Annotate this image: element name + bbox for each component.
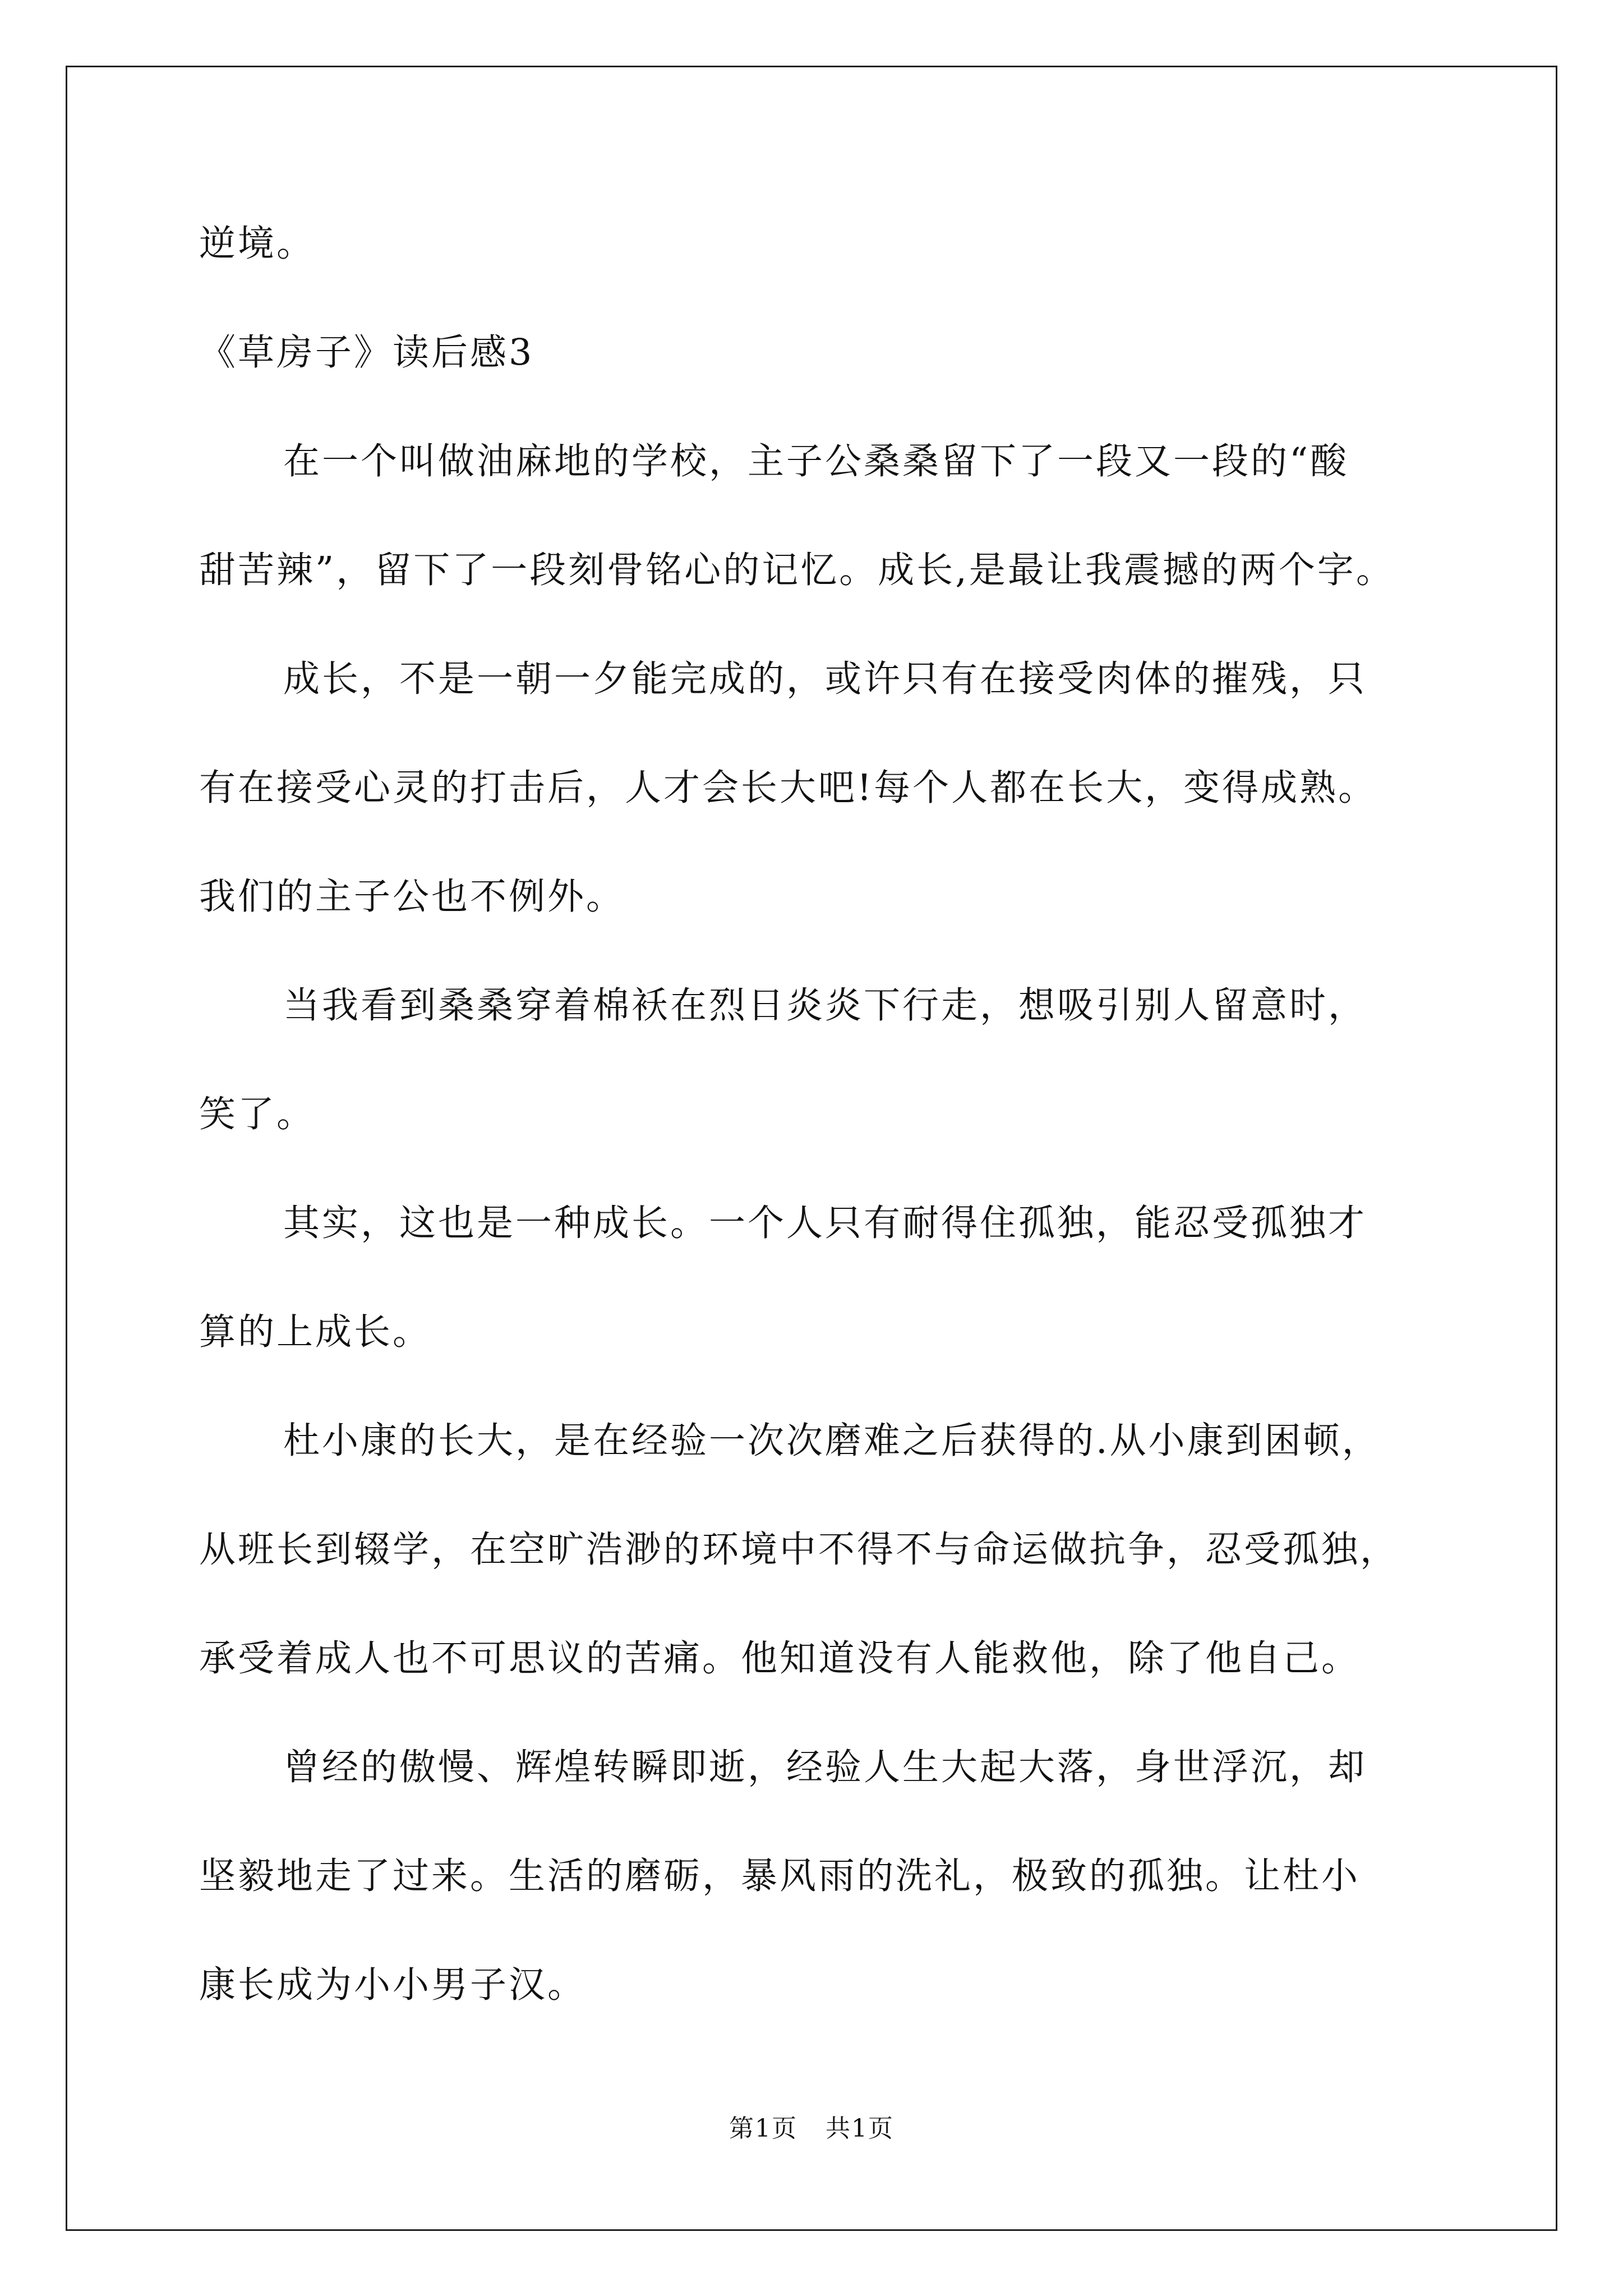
page-total: 共1页 — [826, 2114, 894, 2143]
document-body — [199, 216, 1427, 2066]
section-heading: 《草房子》读后感3 — [199, 332, 534, 374]
paragraph-line: 当我看到桑桑穿着棉袄在烈日炎炎下行走，想吸引别人留意时， — [283, 984, 1367, 1027]
paragraph-line: 成长，不是一朝一夕能完成的，或许只有在接受肉体的摧残，只 — [283, 658, 1367, 700]
paragraph-line: 有在接受心灵的打击后，人才会长大吧!每个人都在长大，变得成熟。 — [199, 767, 1377, 809]
paragraph-line: 在一个叫做油麻地的学校，主子公桑桑留下了一段又一段的“酸 — [283, 440, 1349, 482]
paragraph-line: 曾经的傲慢、辉煌转瞬即逝，经验人生大起大落，身世浮沉，却 — [283, 1746, 1367, 1788]
paragraph-line: 坚毅地走了过来。生活的磨砺，暴风雨的洗礼，极致的孤独。让杜小 — [199, 1855, 1361, 1897]
text-line: 逆境。 — [199, 223, 316, 265]
page-number: 第1页 — [729, 2114, 797, 2143]
page-footer — [0, 2112, 1623, 2146]
paragraph-line: 其实，这也是一种成长。一个人只有耐得住孤独，能忍受孤独才 — [283, 1202, 1367, 1244]
paragraph-line: 杜小康的长大，是在经验一次次磨难之后获得的.从小康到困顿， — [283, 1420, 1381, 1462]
paragraph-line: 算的上成长。 — [199, 1311, 432, 1353]
paragraph-line: 康长成为小小男子汉。 — [199, 1964, 587, 2006]
paragraph-line: 承受着成人也不可思议的苦痛。他知道没有人能救他，除了他自己。 — [199, 1637, 1361, 1680]
paragraph-line: 笑了。 — [199, 1093, 316, 1135]
paragraph-line: 甜苦辣”，留下了一段刻骨铭心的记忆。成长,是最让我震撼的两个字。 — [199, 549, 1395, 591]
paragraph-line: 我们的主子公也不例外。 — [199, 876, 625, 918]
paragraph-line: 从班长到辍学，在空旷浩渺的环境中不得不与命运做抗争，忍受孤独， — [199, 1529, 1399, 1571]
